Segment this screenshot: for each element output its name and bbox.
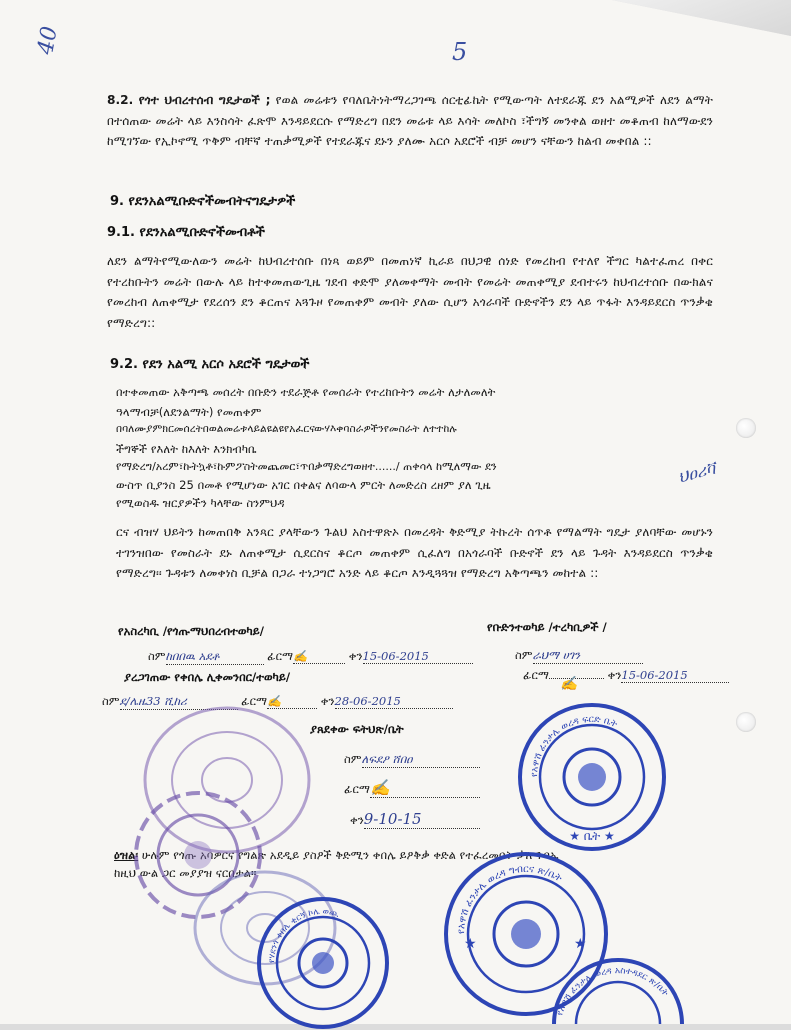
approver-date-line: ቀን9-10-15 <box>350 810 480 829</box>
verifier-name: ደ/ሌዜ33 ሺከሪ <box>119 694 187 708</box>
section-8-2 <box>107 90 713 152</box>
svg-text:የአዋሽ ፈንታሌ ወረዳ አስተዳደር ጽ/ቤት: የአዋሽ ፈንታሌ ወረዳ አስተዳደር ጽ/ቤት <box>555 966 670 1017</box>
svg-text:★: ★ <box>574 936 587 952</box>
note-label: ዕዝል፡ <box>114 848 139 862</box>
section-9-2-line-5: የማድረግ/አረም፣ኩትኳቶ፣ኩምፖስትመጨመር፣ጥበቃማድረግወዘተ....../ ጠቀሳላ ከሚለማው ደን <box>116 460 497 473</box>
verifier-signature: ✍ <box>267 694 282 708</box>
approver-signature: ✍ <box>369 778 390 797</box>
left-signature: ✍ <box>293 649 308 663</box>
approver-date: 9-10-15 <box>363 810 422 828</box>
section-9-2-line-4: ችግኞች የእለት ከእለት እንክብካቤ <box>116 442 257 456</box>
verifier-heading: ያረጋገጠው የቀበሌ ሊቀመንበር/ተወካይ/ <box>124 670 291 684</box>
section-9-2-line-7: የሚወስዱ ዝርያዎችን ካላቸው ስንምህዳ <box>116 496 285 510</box>
section-9-heading: 9. የደንአልሚቡድኖችመብትናግዴታዎች <box>110 194 296 209</box>
right-sign-line: ፊርማ ቀን15-06-2015 <box>523 668 729 683</box>
section-8-2-heading: 8.2. የጎተ ህብረተሰብ ግዴታወች ; <box>107 93 271 107</box>
section-8-2-body: የወል መሬቱን የባለቤትነትማረጋገጫ ሰርቲፊኬት የሚውጣት ለተደራጁ ደን አልሚዎች ለደን ልማት በተሰጠው መሬት ላይ እንስሳት ፈጽሞ እንዳይደርሱ የማድረግ በደን መሬቱ ላይ እሳት መለኮስ ፣ችግኝ መንቀል ወዘተ መቆጠብ ከለማውደን ከሚገኘው የኢኮኖሚ ጥቅም ብቸኛ ተጠቃሚዎች የተደራጁና ደኑን ያለሙ አርሶ አደሮች ብቻ መሆን ናቸውን ከልብ መቀበል :: <box>107 93 713 148</box>
approver-sign-line: ፊርማ✍ <box>344 778 480 798</box>
right-signatory-heading: የቡድንተወካይ /ተረካቢዎች / <box>487 620 607 634</box>
blue-stamp-top-right <box>517 702 667 852</box>
section-9-2-line-2: ዓላማብቻ(ለደንልማት) የመጠቀም <box>116 405 262 419</box>
note-line-2: ከዚህ ውል ጋር መያያዝ ናርበታል። <box>114 866 257 880</box>
verifier-signature-line: ስምደ/ሌዜ33 ሺከሪ ፊርማ✍ ቀን28-06-2015 <box>102 694 453 710</box>
section-9-1-heading: 9.1. የደንአልሚቡድኖችመብቶች <box>107 225 265 240</box>
svg-text:የአዋሽ ፈንታሌ ወረዳ ፍርድ ቤት: የአዋሽ ፈንታሌ ወረዳ ፍርድ ቤት <box>528 713 619 778</box>
page-number: 5 <box>452 38 468 66</box>
left-sign-date: 15-06-2015 <box>362 649 429 663</box>
left-signer-name: ከበበዉ አደቶ <box>165 649 220 663</box>
approver-name: ለፍደዖ ሸበዐ <box>361 752 413 766</box>
verifier-date: 28-06-2015 <box>334 694 401 708</box>
note-text-1: ሁሉም የጎጡ አባዎርና የግልጽ አደዲይ ያስዖች ቅድሚን ቀበሌ ይዖቅቃ ቀድል የተፈረመበት ቃለ ጉባኤ <box>141 848 559 862</box>
svg-text:★ ቤት ★: ★ ቤት ★ <box>569 829 615 843</box>
right-name-line: ስምራህማ ሀገን <box>515 648 643 664</box>
section-9-2-line-1: በተቀመጠው አቅጣጫ መሰረት በቡድን ተደራጅቶ የመሰራት የተረከቡትን መሬት ለታለመለት <box>116 385 496 399</box>
right-signature: ✍ <box>560 676 578 692</box>
left-signature-line: ስምከበበዉ አደቶ ፊርማ✍ ቀን15-06-2015 <box>148 649 473 665</box>
punch-hole-top <box>736 418 756 438</box>
svg-text:የሃደንጎ ቀበሌ ቂርኝ ኮሌ ወጪ: የሃደንጎ ቀበሌ ቂርኝ ኮሌ ወጪ <box>266 906 340 964</box>
punch-hole-bottom <box>736 712 756 732</box>
section-9-2-heading: 9.2. የደን አልሚ አርሶ አደሮች ግዴታወች <box>110 357 310 372</box>
svg-text:★: ★ <box>464 936 477 952</box>
right-sign-date: 15-06-2015 <box>621 668 688 682</box>
blue-stamp-bottom-far <box>548 934 688 1024</box>
section-9-1-body: ለደን ልማትየሚውለውን መሬት ከህብረተሰቡ በነጻ ወይም በመጠነኛ ኪራይ በህጋዊ ሰነድ የመረከብ የተለየ ችግር ካልተፈጠረ በቀር የተረከቡትን መሬት በውሉ ላይ ከተቀመጠውጊዜ ገደብ ቀድሞ ያለመቀማት መብት የመሬት መጠቀሚያ ደብተሩን ከህብረተሰቡ በውክልና የመረከብ ለጠቀሚታ የደረሰን ደን ቆርጠና አጓጉዞ የመጠቀም መብት ያለው ሲሆን አጎራባች ቡድኖችን ደን ላይ ጥፋት እንዳይደርስ ጥንቃቄ የማድረግ:: <box>107 254 713 330</box>
section-9-2-line-3: በባለሙያምክርመሰረትበወልመሬቱላይልዩልዩየአፈርናውሃእቀባስራዎችንየመስራት ለተተከሉ <box>116 423 457 435</box>
margin-handwritten-mark: ህዐሪቫ <box>676 458 718 487</box>
section-9-2-paragraph: ርና ብዝሃ ህይትን ከመጠበቅ አንጻር ያላቸውን ጉልህ አስተዋጽኦ በመረዳት ቅድሚያ ትኩረት ሰጥቶ የማልማት ግዴታ ያለባቸው መሆኑን ተገንዝበው የመስራት ደኑ ለጠቀሚታ ሲደርስና ቆርጦ መጠቀም ሲፈለግ በአጎራባች ቡድኖች ደን ላይ ጉዳት እንዳይደርስ ጥንቃቄ የማድረግ፡፡ ጉዳቱን ለመቀነስ ቢቻል በጋራ ተነጋግሮ አንድ ላይ ቆርጦ እንዲጓጓዝ የማድረግ አቅጣጫን መከተል :: <box>116 525 713 580</box>
svg-text:የአዋሽ ፈንታሌ ወረዳ ግብርና ጽ/ቤት: የአዋሽ ፈንታሌ ወረዳ ግብርና ጽ/ቤት <box>455 863 564 935</box>
blue-stamp-bottom-center <box>256 896 390 1030</box>
approver-name-line: ስምለፍደዖ ሸበዐ <box>344 752 480 768</box>
left-signatory-heading: የአስረካቢ /የጎጡማህበረብተወካይ/ <box>118 624 264 638</box>
right-signer-name: ራህማ ሀገን <box>532 648 581 662</box>
approver-heading: ያጸደቀው ፍትህጽ/ቤት <box>310 722 404 736</box>
margin-note-number: 40 <box>33 24 63 57</box>
section-9-2-line-6: ውስጥ ቢያንስ 25 በመቶ የሚሆነው አገር በቀልና ለባውላ ምርት ለመድረስ ረዘም ያለ ጊዜ <box>116 478 491 492</box>
